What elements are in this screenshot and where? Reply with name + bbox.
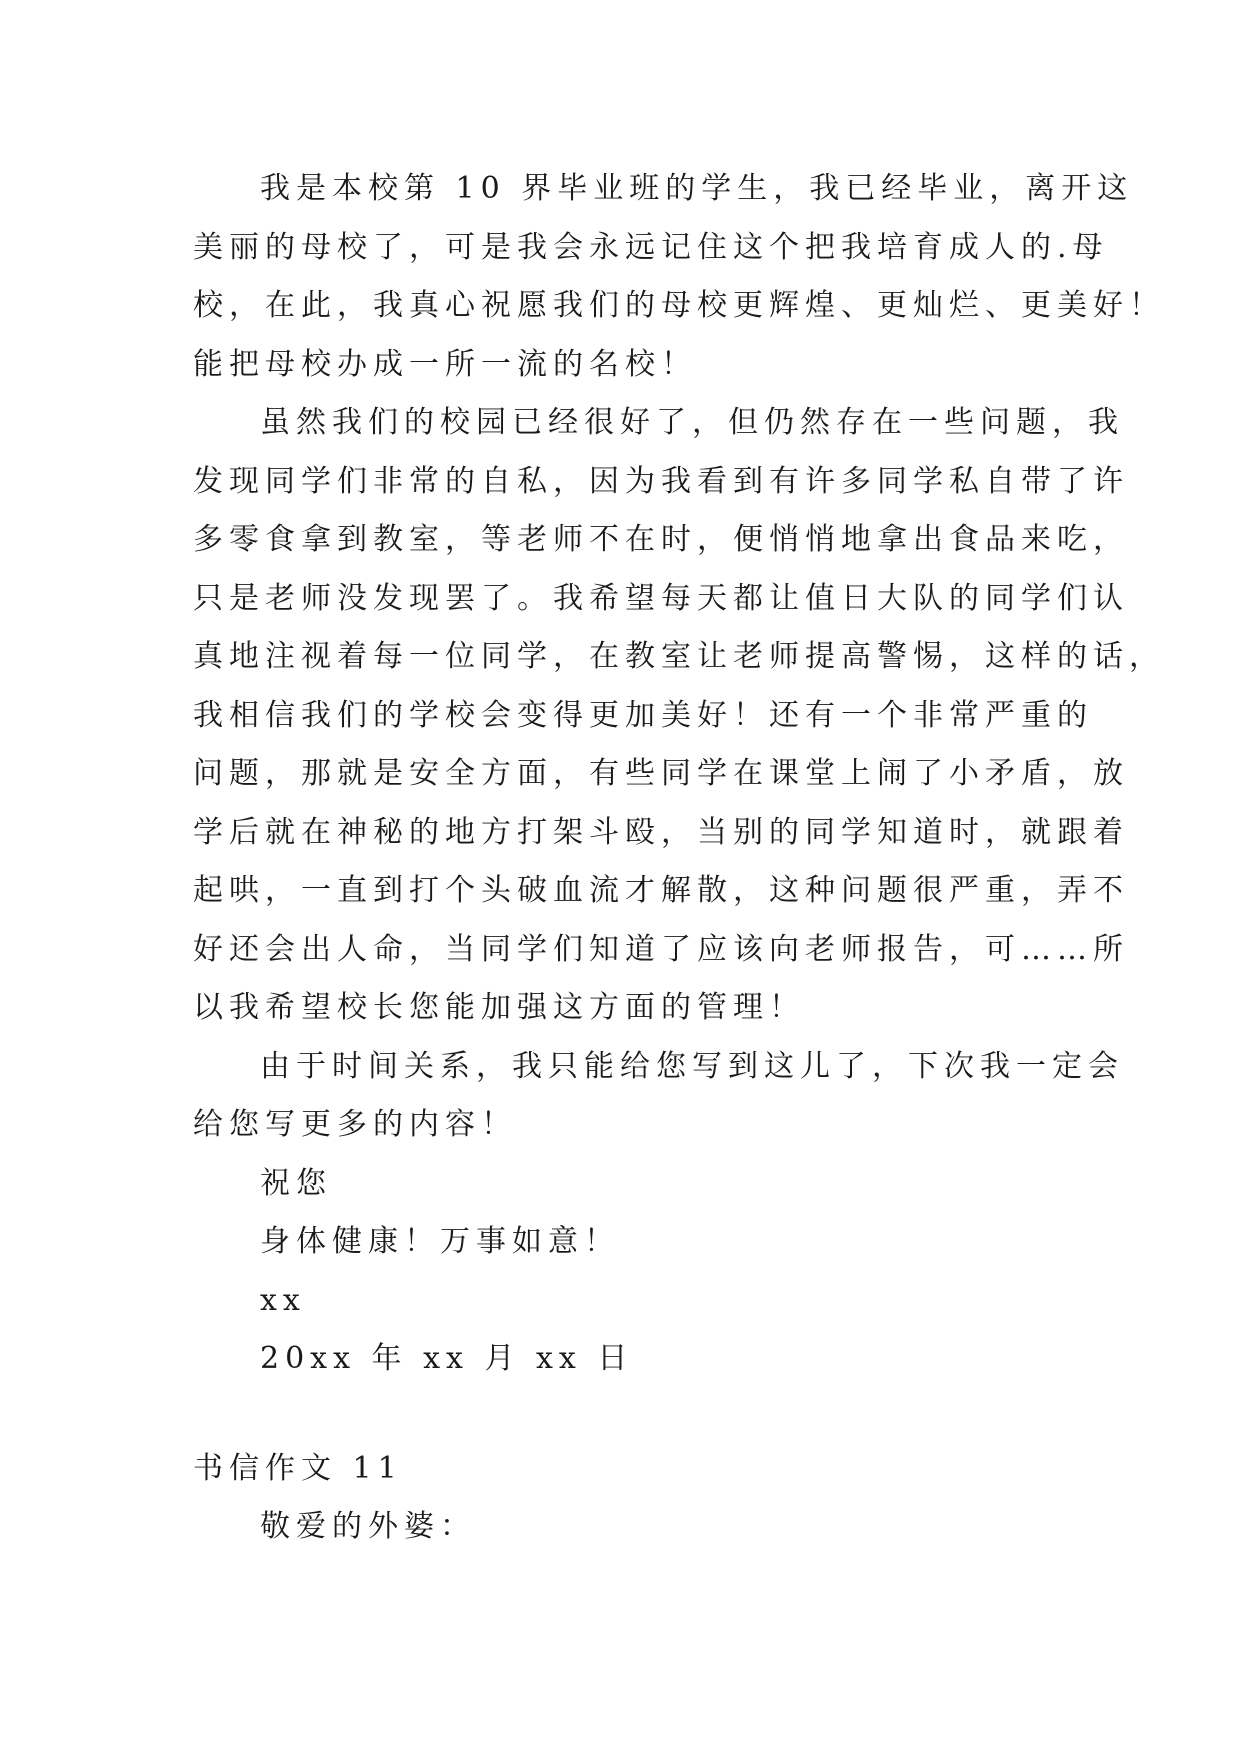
- text-line: 问题，那就是安全方面，有些同学在课堂上闹了小矛盾，放: [193, 756, 1129, 791]
- text-line: 给您写更多的内容！: [193, 1107, 517, 1142]
- letter-body: [193, 160, 1165, 1389]
- text-line: 学后就在神秘的地方打架斗殴，当别的同学知道时，就跟着: [193, 814, 1129, 850]
- text-line: 校，在此，我真心祝愿我们的母校更辉煌、更灿烂、更美好！: [193, 288, 1165, 323]
- section-title: 书信作文 11: [193, 1451, 403, 1486]
- text-line: 虽然我们的校园已经很好了，但仍然存在一些问题，我: [260, 405, 1124, 440]
- letter-date: 20xx 年 xx 月 xx 日: [260, 1341, 634, 1376]
- text-line: 多零食拿到教室，等老师不在时，便悄悄地拿出食品来吃，: [193, 522, 1129, 557]
- text-line: 以我希望校长您能加强这方面的管理！: [193, 990, 805, 1025]
- text-line: 我相信我们的学校会变得更加美好！还有一个非常严重的: [193, 697, 1093, 733]
- closing-wish: 身体健康！万事如意！: [260, 1224, 620, 1259]
- paragraph-graduation-wish: [193, 160, 1165, 394]
- text-line: 由于时间关系，我只能给您写到这儿了，下次我一定会: [260, 1048, 1124, 1084]
- text-line: 好还会出人命，当同学们知道了应该向老师报告，可……所: [193, 931, 1129, 967]
- text-line: 只是老师没发现罢了。我希望每天都让值日大队的同学们认: [193, 580, 1129, 616]
- text-line: 真地注视着每一位同学，在教室让老师提高警惕，这样的话，: [193, 639, 1165, 674]
- closing-greeting: 祝您: [260, 1165, 332, 1201]
- letter-closing: [193, 1155, 1053, 1389]
- text-line: 我是本校第 10 界毕业班的学生，我已经毕业，离开这: [260, 171, 1134, 206]
- text-line: 起哄，一直到打个头破血流才解散，这种问题很严重，弄不: [193, 873, 1129, 908]
- text-line: 能把母校办成一所一流的名校！: [193, 346, 697, 382]
- salutation: 敬爱的外婆：: [260, 1509, 476, 1544]
- text-line: 美丽的母校了，可是我会永远记住这个把我培育成人的.母: [193, 229, 1109, 265]
- signature: xx: [260, 1282, 306, 1318]
- text-line: 发现同学们非常的自私，因为我看到有许多同学私自带了许: [193, 463, 1129, 499]
- paragraph-school-problems: [193, 394, 1165, 1038]
- paragraph-conclusion: [193, 1038, 1124, 1155]
